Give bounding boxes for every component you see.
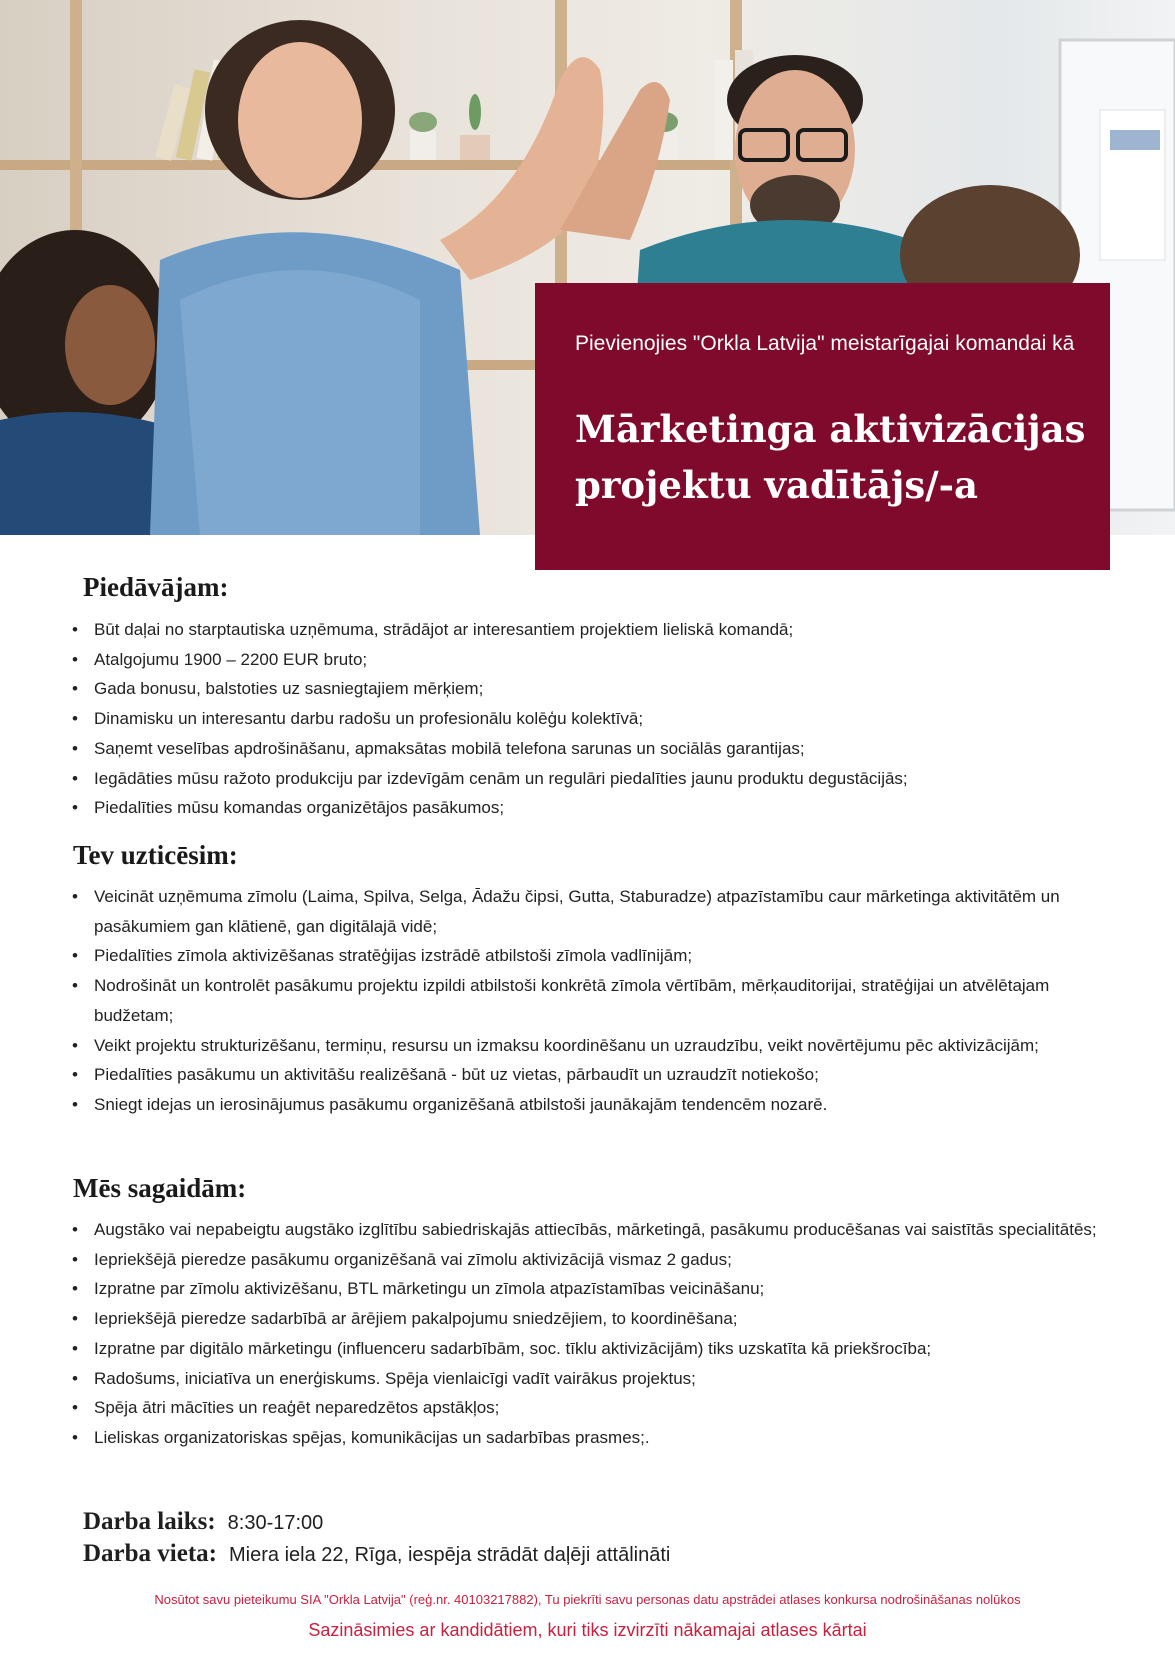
list-item: • Izpratne par zīmolu aktivizēšanu, BTL mārketingu un zīmola atpazīstamības veicināšanu;: [70, 1274, 1130, 1304]
list-item: • Radošums, iniciatīva un enerģiskums. Spēja vienlaicīgi vadīt vairākus projektus;: [70, 1364, 1130, 1394]
expect-heading: Mēs sagaidām:: [73, 1173, 247, 1203]
offer-heading: Piedāvājam:: [83, 572, 229, 602]
title-box: [535, 283, 1110, 570]
work-hours: [83, 1508, 323, 1536]
trust-list: [70, 882, 1130, 1120]
list-item: • Iepriekšējā pieredze pasākumu organizēšanā vai zīmolu aktivizācijā vismaz 2 gadus;: [70, 1245, 1130, 1275]
offer-list: [70, 615, 1130, 823]
list-item: • Piedalīties mūsu komandas organizētājos pasākumos;: [70, 793, 1130, 823]
list-item: • Atalgojumu 1900 – 2200 EUR bruto;: [70, 645, 1130, 675]
list-item: • Būt daļai no starptautiska uzņēmuma, strādājot ar interesantiem projektiem lieliskā komandā;: [70, 615, 1130, 645]
list-item: • Spēja ātri mācīties un reaģēt neparedzētos apstākļos;: [70, 1393, 1130, 1423]
contact-note: Sazināsimies ar kandidātiem, kuri tiks izvirzīti nākamajai atlases kārtai: [308, 1620, 867, 1640]
list-item: • Veicināt uzņēmuma zīmolu (Laima, Spilva, Selga, Ādažu čipsi, Gutta, Staburadze) atpazīstamību caur mārketinga aktivitātēm un pasākumiem gan klātienē, gan digitālajā vidē;: [70, 882, 1130, 941]
list-item: • Gada bonusu, balstoties uz sasniegtajiem mērķiem;: [70, 674, 1130, 704]
work-place-value: Miera iela 22, Rīga, iespēja strādāt daļēji attālināti: [229, 1544, 671, 1566]
title-intro: Pievienojies "Orkla Latvija" meistarīgajai komandai kā: [575, 332, 1075, 355]
list-item: • Piedalīties pasākumu un aktivitāšu realizēšanā - būt uz vietas, pārbaudīt un uzraudzīt notiekošo;: [70, 1060, 1130, 1090]
list-item: • Izpratne par digitālo mārketingu (influenceru sadarbībām, soc. tīklu aktivizācijām) tiks uzskatīta kā priekšrocība;: [70, 1334, 1130, 1364]
list-item: • Piedalīties zīmola aktivizēšanas stratēģijas izstrādē atbilstoši zīmola vadlīnijām;: [70, 941, 1130, 971]
list-item: • Veikt projektu strukturizēšanu, termiņu, resursu un izmaksu koordinēšanu un uzraudzību, veikt novērtējumu pēc aktivizācijām;: [70, 1031, 1130, 1061]
consent-note: Nosūtot savu pieteikumu SIA "Orkla Latvija" (reģ.nr. 40103217882), Tu piekrīti savu personas datu apstrādei atlases konkursa nodrošināšanas nolūkos: [154, 1592, 1021, 1607]
trust-heading: Tev uzticēsim:: [73, 840, 238, 870]
list-item: • Lieliskas organizatoriskas spējas, komunikācijas un sadarbības prasmes;.: [70, 1423, 1130, 1453]
work-place: [83, 1540, 670, 1568]
list-item: • Augstāko vai nepabeigtu augstāko izglītību sabiedriskajās attiecībās, mārketingā, pasākumu producēšanas vai saistītās specialitātēs;: [70, 1215, 1130, 1245]
list-item: • Nodrošināt un kontrolēt pasākumu projektu izpildi atbilstoši konkrētā zīmola vērtībām, mērķauditorijai, stratēģijai un atvēlētajam budžetam;: [70, 971, 1130, 1030]
list-item: • Sniegt idejas un ierosinājumus pasākumu organizēšanā atbilstoši jaunākajām tendencēm nozarē.: [70, 1090, 1130, 1120]
list-item: • Iepriekšējā pieredze sadarbībā ar ārējiem pakalpojumu sniedzējiem, to koordinēšana;: [70, 1304, 1130, 1334]
list-item: • Iegādāties mūsu ražoto produkciju par izdevīgām cenām un regulāri piedalīties jaunu produktu degustācijās;: [70, 764, 1130, 794]
list-item: • Saņemt veselības apdrošināšanu, apmaksātas mobilā telefona sarunas un sociālās garantijas;: [70, 734, 1130, 764]
job-title: Mārketinga aktivizācijas projektu vadītājs/-a: [575, 407, 1086, 507]
work-hours-label: Darba laiks:: [83, 1508, 216, 1535]
work-hours-value: 8:30-17:00: [227, 1512, 324, 1534]
expect-list: [70, 1215, 1130, 1453]
list-item: • Dinamisku un interesantu darbu radošu un profesionālu kolēģu kolektīvā;: [70, 704, 1130, 734]
work-place-label: Darba vieta:: [83, 1540, 217, 1567]
